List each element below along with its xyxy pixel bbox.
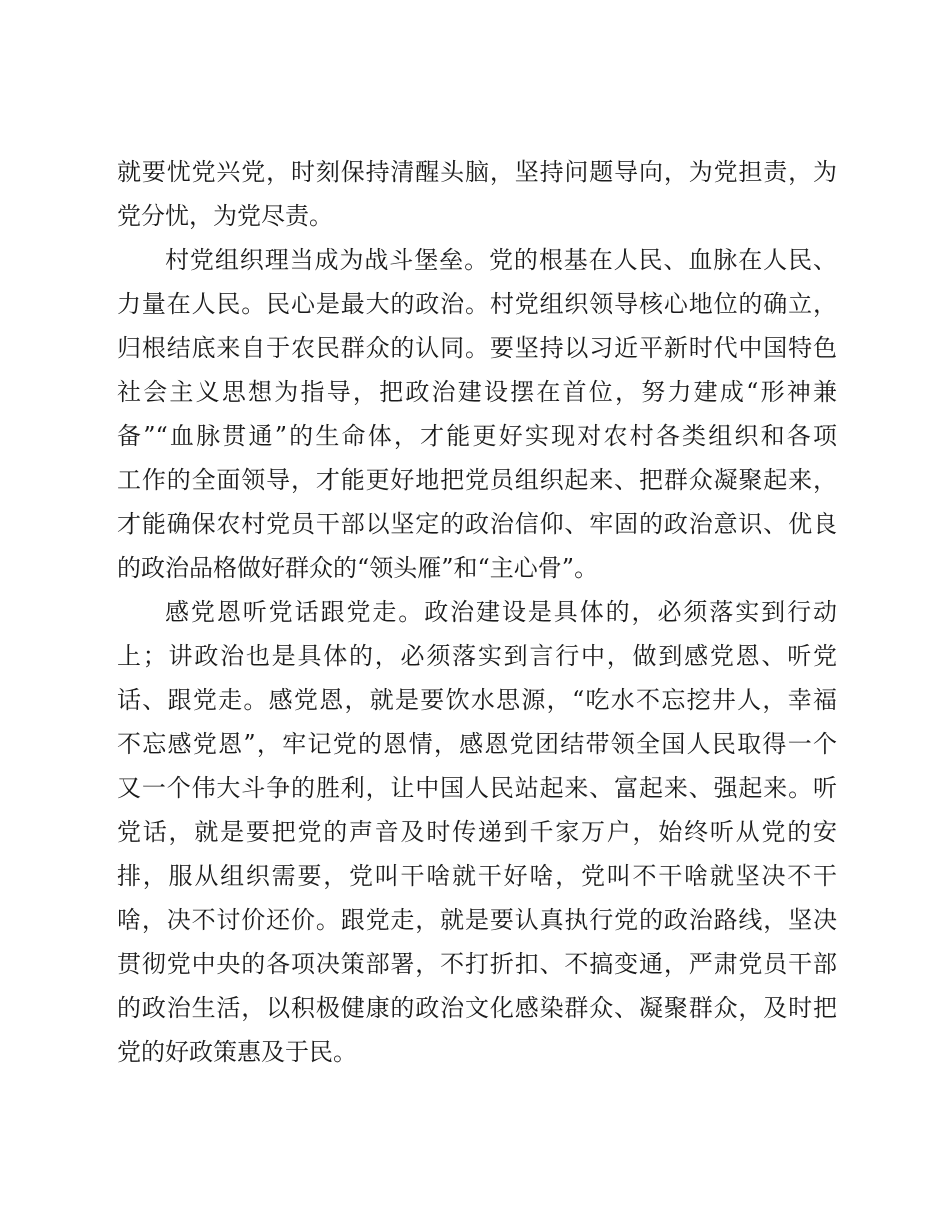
text-line: 党的好政策惠及于民。 bbox=[117, 1038, 357, 1066]
text-line: 话、跟党走。感党恩，就是要饮水思源，“吃水不忘挖井人，幸福 bbox=[117, 686, 837, 714]
text-line: 啥，决不讨价还价。跟党走，就是要认真执行党的政治路线，坚决 bbox=[117, 906, 837, 934]
text-line: 的政治生活，以积极健康的政治文化感染群众、凝聚群众，及时把 bbox=[117, 994, 837, 1022]
text-line: 工作的全面领导，才能更好地把党员组织起来、把群众凝聚起来， bbox=[117, 466, 837, 494]
text-line: 党话，就是要把党的声音及时传递到千家万户，始终听从党的安 bbox=[117, 818, 837, 846]
text-line: 社会主义思想为指导，把政治建设摆在首位，努力建成“形神兼 bbox=[117, 378, 837, 406]
text-line: 的政治品格做好群众的“领头雁”和“主心骨”。 bbox=[117, 554, 599, 582]
text-line: 排，服从组织需要，党叫干啥就干好啥，党叫不干啥就坚决不干 bbox=[117, 862, 837, 890]
text-line: 不忘感党恩”，牢记党的恩情，感恩党团结带领全国人民取得一个 bbox=[117, 730, 837, 758]
text-line: 力量在人民。民心是最大的政治。村党组织领导核心地位的确立， bbox=[117, 290, 837, 318]
text-line: 上；讲政治也是具体的，必须落实到言行中，做到感党恩、听党 bbox=[117, 642, 837, 670]
text-line: 就要忧党兴党，时刻保持清醒头脑，坚持问题导向，为党担责，为 bbox=[117, 158, 837, 186]
text-line: 感党恩听党话跟党走。政治建设是具体的，必须落实到行动 bbox=[165, 598, 837, 626]
text-line: 才能确保农村党员干部以坚定的政治信仰、牢固的政治意识、优良 bbox=[117, 510, 837, 538]
text-line: 备”“血脉贯通”的生命体，才能更好实现对农村各类组织和各项 bbox=[117, 422, 837, 450]
text-line: 党分忧，为党尽责。 bbox=[117, 202, 333, 230]
text-line: 贯彻党中央的各项决策部署，不打折扣、不搞变通，严肃党员干部 bbox=[117, 950, 837, 978]
text-line: 归根结底来自于农民群众的认同。要坚持以习近平新时代中国特色 bbox=[117, 334, 837, 362]
text-line: 村党组织理当成为战斗堡垒。党的根基在人民、血脉在人民、 bbox=[165, 246, 837, 274]
text-line: 又一个伟大斗争的胜利，让中国人民站起来、富起来、强起来。听 bbox=[117, 774, 837, 802]
document-body bbox=[117, 150, 837, 1074]
